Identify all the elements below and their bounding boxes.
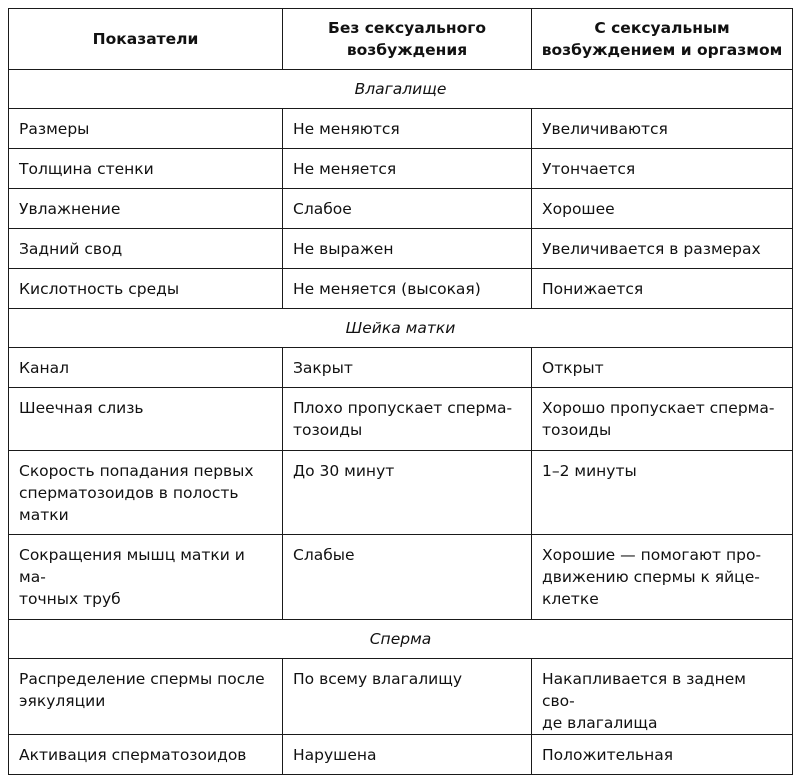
cell-without: Закрыт bbox=[283, 348, 532, 388]
row-label: Толщина стенки bbox=[9, 149, 283, 189]
cell-with: Хорошие — помогают про- движению спермы к яйце- клетке bbox=[532, 535, 793, 620]
row-label: Распределение спермы после эякуляции bbox=[9, 659, 283, 735]
section-title: Сперма bbox=[9, 620, 793, 659]
cell-without: Слабое bbox=[283, 189, 532, 229]
header-with-arousal: С сексуальным возбуждением и оргазмом bbox=[532, 9, 793, 70]
header-row bbox=[9, 9, 793, 70]
row-label: Сокращения мышц матки и ма- точных труб bbox=[9, 535, 283, 620]
table-row bbox=[9, 149, 793, 189]
table-row bbox=[9, 109, 793, 149]
cell-without: До 30 минут bbox=[283, 451, 532, 535]
cell-with: Хорошо пропускает сперма- тозоиды bbox=[532, 388, 793, 451]
table-row bbox=[9, 269, 793, 309]
section-header bbox=[9, 309, 793, 348]
cell-with: Накапливается в заднем сво- де влагалища bbox=[532, 659, 793, 735]
section-header bbox=[9, 70, 793, 109]
header-without-arousal: Без сексуального возбуждения bbox=[283, 9, 532, 70]
cell-without: Не меняются bbox=[283, 109, 532, 149]
row-label: Шеечная слизь bbox=[9, 388, 283, 451]
section-title: Шейка матки bbox=[9, 309, 793, 348]
row-label: Канал bbox=[9, 348, 283, 388]
cell-with: Увеличивается в размерах bbox=[532, 229, 793, 269]
row-label: Задний свод bbox=[9, 229, 283, 269]
table-row bbox=[9, 348, 793, 388]
cell-without: Не выражен bbox=[283, 229, 532, 269]
cell-without: Плохо пропускает сперма- тозоиды bbox=[283, 388, 532, 451]
row-label: Скорость попадания первых сперматозоидов в полость матки bbox=[9, 451, 283, 535]
row-label: Увлажнение bbox=[9, 189, 283, 229]
cell-with: Утончается bbox=[532, 149, 793, 189]
cell-with: Положительная bbox=[532, 735, 793, 775]
header-indicators: Показатели bbox=[9, 9, 283, 70]
row-label: Активация сперматозоидов bbox=[9, 735, 283, 775]
cell-with: 1–2 минуты bbox=[532, 451, 793, 535]
cell-without: Слабые bbox=[283, 535, 532, 620]
cell-without: Нарушена bbox=[283, 735, 532, 775]
cell-without: Не меняется bbox=[283, 149, 532, 189]
cell-with: Увеличиваются bbox=[532, 109, 793, 149]
cell-without: По всему влагалищу bbox=[283, 659, 532, 735]
table-row bbox=[9, 451, 793, 535]
row-label: Размеры bbox=[9, 109, 283, 149]
row-label: Кислотность среды bbox=[9, 269, 283, 309]
section-header bbox=[9, 620, 793, 659]
table-row bbox=[9, 388, 793, 451]
table-row bbox=[9, 659, 793, 735]
cell-without: Не меняется (высокая) bbox=[283, 269, 532, 309]
table-row bbox=[9, 535, 793, 620]
cell-with: Понижается bbox=[532, 269, 793, 309]
table-row bbox=[9, 735, 793, 775]
cell-with: Хорошее bbox=[532, 189, 793, 229]
cell-with: Открыт bbox=[532, 348, 793, 388]
table-row bbox=[9, 229, 793, 269]
section-title: Влагалище bbox=[9, 70, 793, 109]
table-row bbox=[9, 189, 793, 229]
comparison-table bbox=[8, 8, 793, 775]
